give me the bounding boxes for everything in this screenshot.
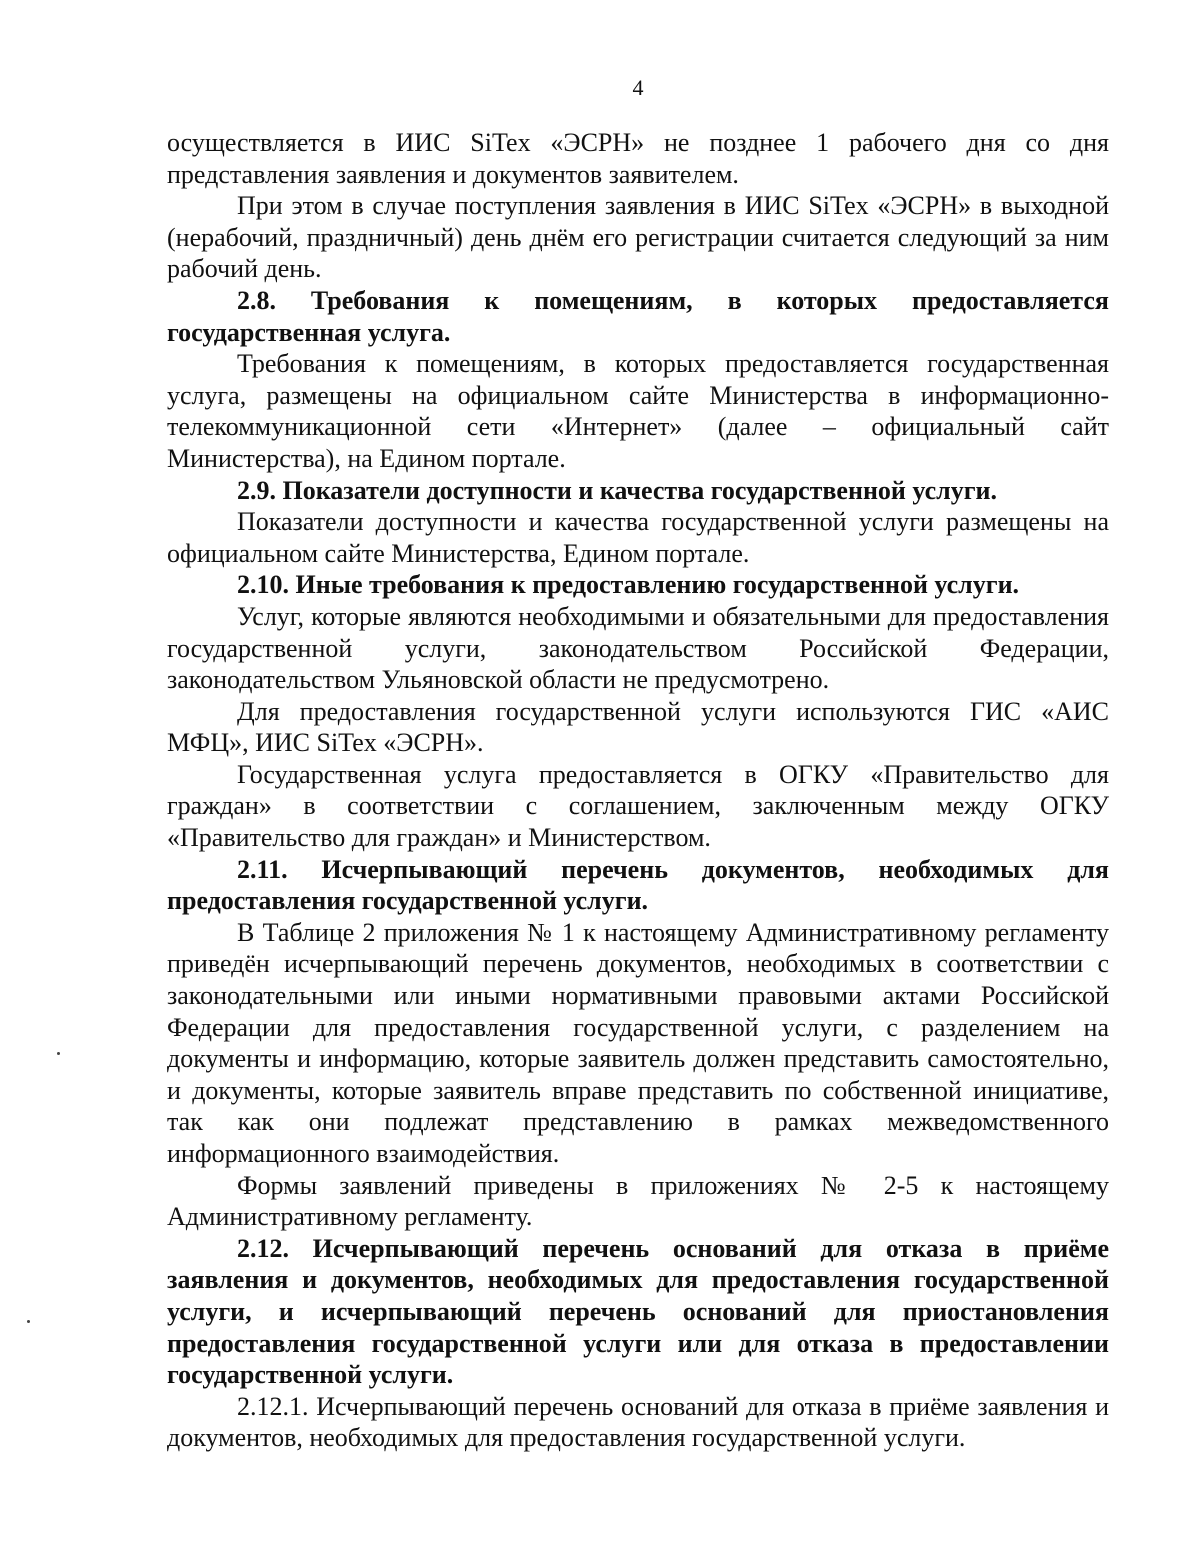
paragraph-weekend-registration: При этом в случае поступления заявления в ИИС SiTex «ЭСРН» в выходной (нерабочий, праздничный) день днём его регистрации считается следующий за ним рабочий день. bbox=[167, 191, 1109, 284]
paragraph-documents-list: В Таблице 2 приложения № 1 к настоящему Административному регламенту приведён исчерпывающий перечень документов, необходимых в соответствии с законодательными или иными нормативными правовыми актами Российской Федерации для предоставления государственной услуги, с разделением на документы и информацию, которые заявитель должен представить самостоятельно, и документы, которые заявитель вправе представить по собственной инициативе, так как они подлежат представлению в рамках межведомственного информационного взаимодействия. bbox=[167, 917, 1109, 1168]
section-heading-2-8: 2.8. Требования к помещениям, в которых предоставляется государственная услуга. bbox=[167, 285, 1109, 347]
paragraph-continuation: осуществляется в ИИС SiTex «ЭСРН» не позднее 1 рабочего дня со дня представления заявления и документов заявителем. bbox=[167, 128, 1109, 189]
scan-speck-mark bbox=[27, 1320, 30, 1323]
paragraph-availability-indicators: Показатели доступности и качества государственной услуги размещены на официальном сайте Министерства, Едином портале. bbox=[167, 507, 1109, 568]
paragraph-required-services: Услуг, которые являются необходимыми и обязательными для предоставления государственной услуги, законодательством Российской Федерации, законодательством Ульяновской области не предусмотрено. bbox=[167, 601, 1109, 695]
paragraph-information-systems: Для предоставления государственной услуги используются ГИС «АИС МФЦ», ИИС SiTex «ЭСРН». bbox=[167, 696, 1109, 758]
document-body bbox=[167, 127, 1109, 1454]
section-heading-2-9: 2.9. Показатели доступности и качества государственной услуги. bbox=[237, 475, 998, 505]
section-heading-2-10: 2.10. Иные требования к предоставлению государственной услуги. bbox=[237, 570, 1020, 600]
section-heading-2-11: 2.11. Исчерпывающий перечень документов, необходимых для предоставления государственной услуги. bbox=[167, 854, 1109, 916]
scan-speck-mark bbox=[57, 1052, 60, 1055]
section-heading-2-12: 2.12. Исчерпывающий перечень оснований для отказа в приёме заявления и документов, необходимых для предоставления государственной услуги, и исчерпывающий перечень оснований для приостановления предоставления государственной услуги или для отказа в предоставлении государственной услуги. bbox=[167, 1233, 1109, 1390]
paragraph-refusal-grounds: 2.12.1. Исчерпывающий перечень оснований для отказа в приёме заявления и документов, необходимых для предоставления государственной услуги. bbox=[167, 1391, 1109, 1453]
paragraph-premises-requirements: Требования к помещениям, в которых предоставляется государственная услуга, размещены на официальном сайте Министерства в информационно-телекоммуникационной сети «Интернет» (далее – официальный сайт Министерства), на Едином портале. bbox=[167, 349, 1109, 473]
paragraph-application-forms: Формы заявлений приведены в приложениях № 2-5 к настоящему Административному регламенту. bbox=[167, 1170, 1109, 1232]
page-number: 4 bbox=[632, 75, 644, 100]
paragraph-provider-agreement: Государственная услуга предоставляется в ОГКУ «Правительство для граждан» в соответствии с соглашением, заключенным между ОГКУ «Правительство для граждан» и Министерством. bbox=[167, 759, 1109, 853]
